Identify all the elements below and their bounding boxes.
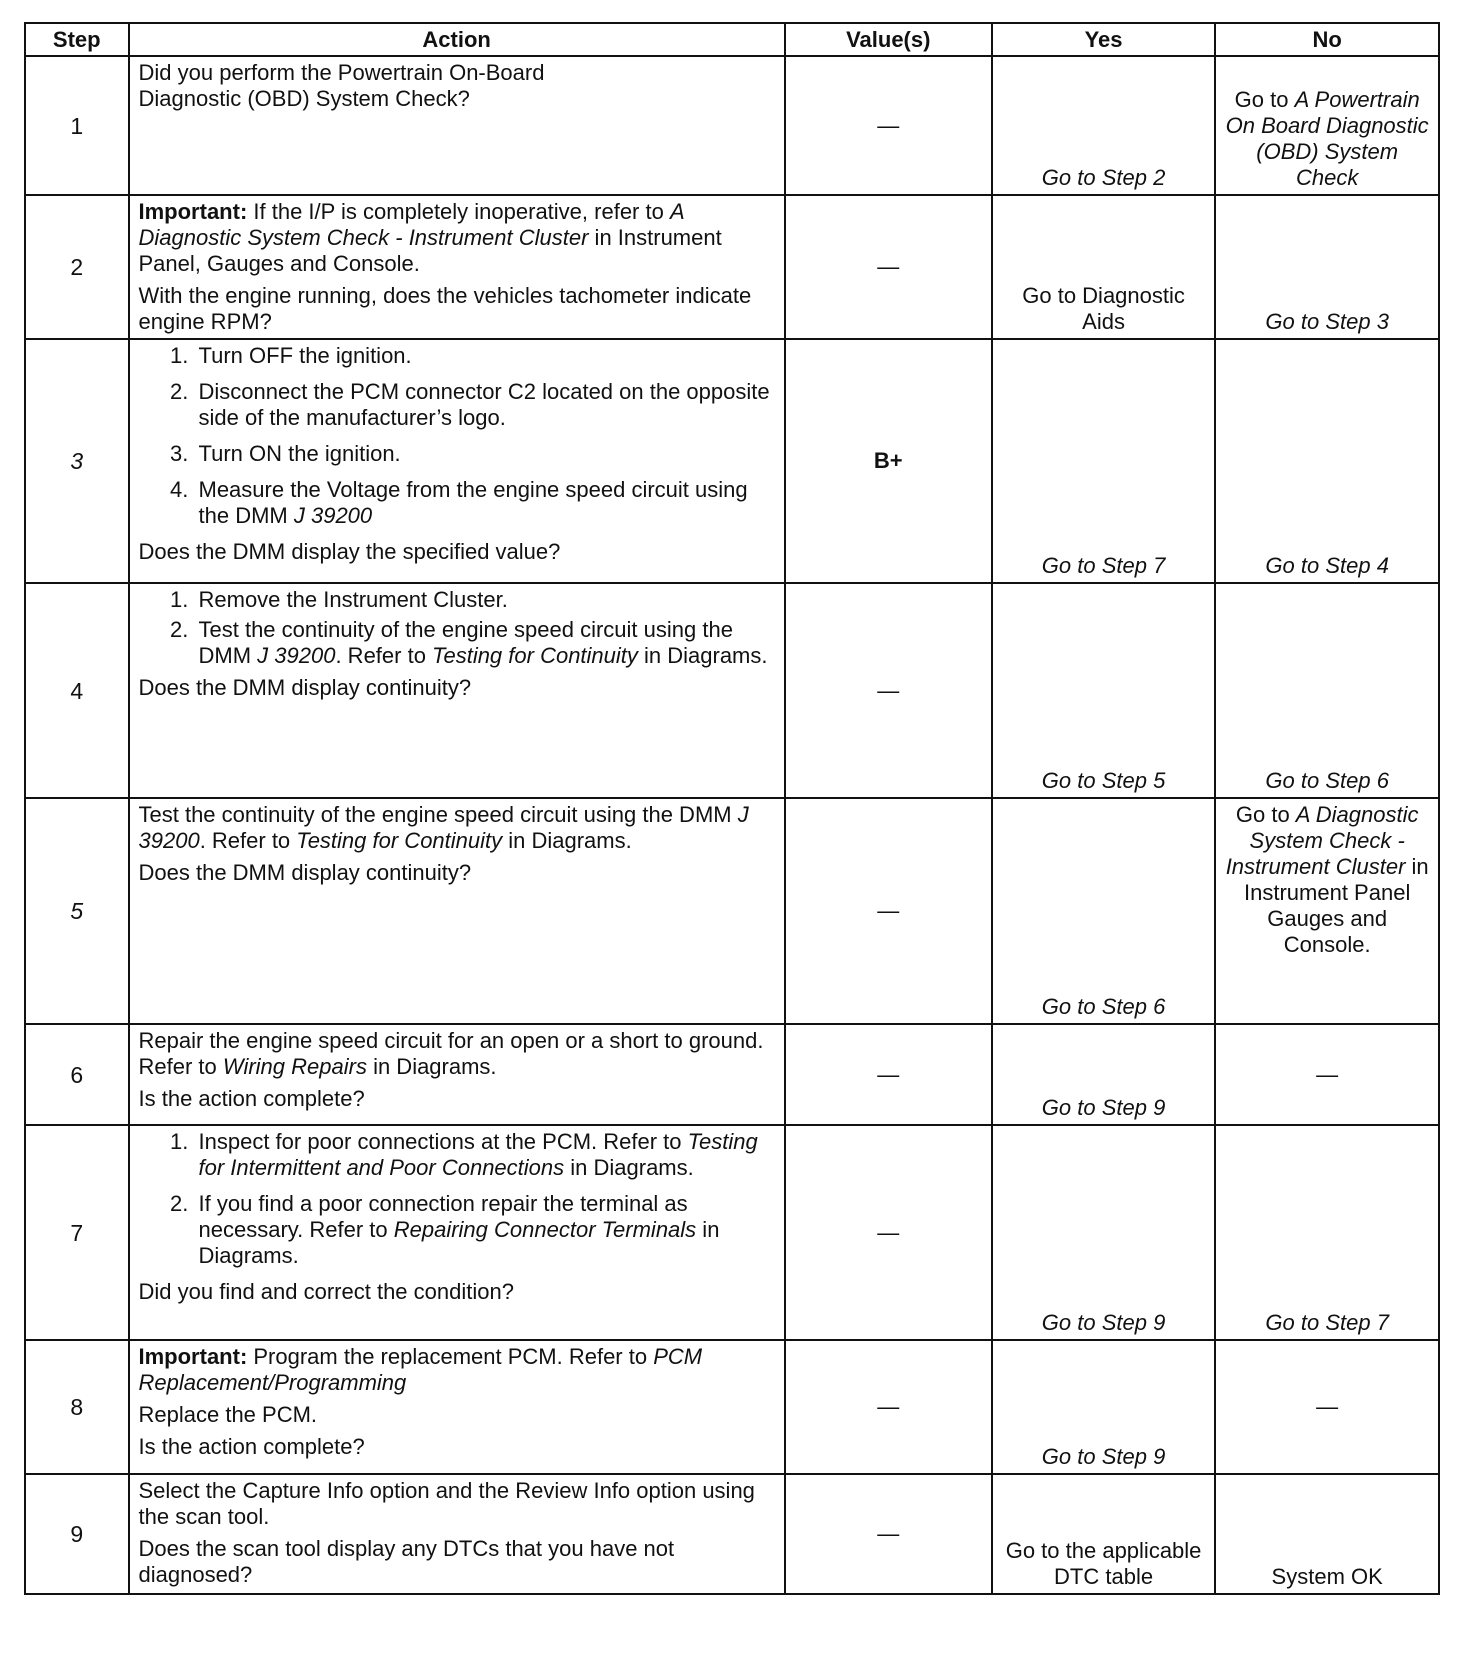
table-row: [25, 798, 1439, 1024]
important-note: [139, 199, 775, 277]
action-cell: [129, 1024, 785, 1125]
action-step: 1. Turn OFF the ignition.: [195, 343, 775, 369]
step-text: in Diagrams.: [637, 643, 768, 668]
important-tail: in Instrument Panel, Gauges and Console.: [138, 225, 722, 276]
header-values: Value(s): [785, 23, 992, 56]
no-cell: Go to Step 3: [1215, 195, 1439, 339]
important-text: If the I/P is completely inoperative, refer to: [247, 199, 670, 224]
no-cell: System OK: [1215, 1474, 1439, 1594]
table-row: [25, 339, 1439, 583]
header-step: Step: [25, 23, 129, 56]
table-row: [25, 195, 1439, 339]
action-step: 3. Turn ON the ignition.: [195, 441, 775, 467]
step-text: in Diagrams.: [198, 1217, 720, 1268]
doc-ref: Testing for Intermittent and Poor Connections: [198, 1129, 758, 1180]
action-question: Is the action complete?: [138, 1434, 365, 1459]
yes-cell: Go to Diagnostic Aids: [992, 195, 1216, 339]
no-cell: [1215, 798, 1439, 1024]
doc-ref: Testing for Continuity: [296, 828, 503, 853]
action-cell: [129, 195, 785, 339]
step-text: in Diagrams.: [564, 1155, 694, 1180]
action-cell: [129, 1340, 785, 1474]
action-steps: [139, 1129, 775, 1269]
yes-cell: Go to Step 9: [992, 1024, 1216, 1125]
no-cell: Go to Step 4: [1215, 339, 1439, 583]
no-cell: —: [1215, 1340, 1439, 1474]
action-cell: [129, 1474, 785, 1594]
action-step: [195, 477, 775, 529]
yes-cell: Go to the applicable DTC table: [992, 1474, 1216, 1594]
yes-cell: Go to Step 9: [992, 1125, 1216, 1340]
value-cell: —: [785, 798, 992, 1024]
step-number: 7: [25, 1125, 129, 1340]
action-question: Does the DMM display continuity?: [138, 675, 472, 700]
header-no: No: [1215, 23, 1439, 56]
step-text: Inspect for poor connections at the PCM. Refer to: [198, 1129, 688, 1154]
no-cell: [1215, 56, 1439, 195]
value-cell: —: [785, 1340, 992, 1474]
action-text: [139, 1028, 775, 1080]
important-ref: A Diagnostic System Check - Instrument Cluster: [138, 199, 684, 250]
doc-ref: Repairing Connector Terminals: [393, 1217, 697, 1242]
doc-ref: Testing for Continuity: [432, 643, 638, 668]
table-row: [25, 1340, 1439, 1474]
action-step: 2. Disconnect the PCM connector C2 located on the opposite side of the manufacturer’s logo.: [195, 379, 775, 431]
important-text: Program the replacement PCM. Refer to: [247, 1344, 654, 1369]
yes-cell: Go to Step 9: [992, 1340, 1216, 1474]
important-note: [139, 1344, 775, 1396]
action-text: Select the Capture Info option and the Review Info option using the scan tool.: [138, 1478, 755, 1529]
action-question: Is the action complete?: [138, 1086, 365, 1111]
diagnostic-table: [24, 22, 1440, 1595]
header-row: [25, 23, 1439, 56]
step-number: 3: [25, 339, 129, 583]
no-cell: Go to Step 7: [1215, 1125, 1439, 1340]
yes-cell: Go to Step 6: [992, 798, 1216, 1024]
action-cell: [129, 583, 785, 798]
no-cell: —: [1215, 1024, 1439, 1125]
no-ref: A Powertrain On Board Diagnostic (OBD) System Check: [1225, 87, 1429, 190]
table-row: [25, 583, 1439, 798]
action-text: [139, 802, 775, 854]
important-label: Important:: [138, 199, 248, 224]
value-cell: —: [785, 56, 992, 195]
action-step: [195, 1191, 775, 1269]
action-cell: [129, 56, 785, 195]
step-text: . Refer to: [199, 828, 297, 853]
step-number: 2: [25, 195, 129, 339]
step-text: If you find a poor connection repair the terminal as necessary. Refer to: [198, 1191, 688, 1242]
header-yes: Yes: [992, 23, 1216, 56]
no-prefix: Go to: [1234, 87, 1295, 112]
header-action: Action: [129, 23, 785, 56]
action-question: With the engine running, does the vehicles tachometer indicate engine RPM?: [138, 283, 752, 334]
yes-cell: Go to Step 5: [992, 583, 1216, 798]
value-cell: —: [785, 195, 992, 339]
action-question: Does the scan tool display any DTCs that you have not diagnosed?: [138, 1536, 675, 1587]
yes-cell: Go to Step 2: [992, 56, 1216, 195]
step-number: 8: [25, 1340, 129, 1474]
action-step: [195, 1129, 775, 1181]
step-text: . Refer to: [335, 643, 433, 668]
tool-ref: J 39200: [257, 643, 336, 668]
step-number: 4: [25, 583, 129, 798]
action-text: Did you perform the Powertrain On-Board Diagnostic (OBD) System Check?: [138, 60, 545, 111]
action-steps: [139, 587, 775, 669]
action-steps: [139, 343, 775, 529]
doc-ref: Wiring Repairs: [222, 1054, 367, 1079]
no-prefix: Go to: [1235, 802, 1296, 827]
value-cell: B+: [785, 339, 992, 583]
value-cell: —: [785, 583, 992, 798]
action-text: Replace the PCM.: [138, 1402, 318, 1427]
tool-ref: J 39200: [293, 503, 373, 528]
action-cell: [129, 798, 785, 1024]
no-suffix: in Instrument Panel Gauges and Console.: [1244, 854, 1429, 957]
step-number: 1: [25, 56, 129, 195]
action-question: Does the DMM display continuity?: [138, 860, 472, 885]
yes-cell: Go to Step 7: [992, 339, 1216, 583]
important-ref: PCM Replacement/Programming: [138, 1344, 703, 1395]
step-number: 9: [25, 1474, 129, 1594]
step-text: in Diagrams.: [502, 828, 632, 853]
step-text: Test the continuity of the engine speed circuit using the DMM: [138, 802, 738, 827]
table-row: [25, 1125, 1439, 1340]
step-number: 6: [25, 1024, 129, 1125]
step-text: Measure the Voltage from the engine speed circuit using the DMM: [198, 477, 748, 528]
action-cell: [129, 1125, 785, 1340]
tool-ref: J 39200: [138, 802, 749, 853]
value-cell: —: [785, 1125, 992, 1340]
action-question: Does the DMM display the specified value?: [138, 539, 561, 564]
step-text: in Diagrams.: [366, 1054, 497, 1079]
important-label: Important:: [138, 1344, 248, 1369]
table-row: [25, 1024, 1439, 1125]
action-step: [195, 617, 775, 669]
table-row: [25, 56, 1439, 195]
action-step: 1. Remove the Instrument Cluster.: [195, 587, 775, 613]
no-ref: A Diagnostic System Check - Instrument Cluster: [1225, 802, 1419, 879]
step-number: 5: [25, 798, 129, 1024]
table-row: [25, 1474, 1439, 1594]
value-cell: —: [785, 1024, 992, 1125]
no-cell: Go to Step 6: [1215, 583, 1439, 798]
step-text: Repair the engine speed circuit for an open or a short to ground. Refer to: [138, 1028, 764, 1079]
value-cell: —: [785, 1474, 992, 1594]
action-cell: [129, 339, 785, 583]
action-question: Did you find and correct the condition?: [138, 1279, 514, 1304]
step-text: Test the continuity of the engine speed circuit using the DMM: [198, 617, 733, 668]
